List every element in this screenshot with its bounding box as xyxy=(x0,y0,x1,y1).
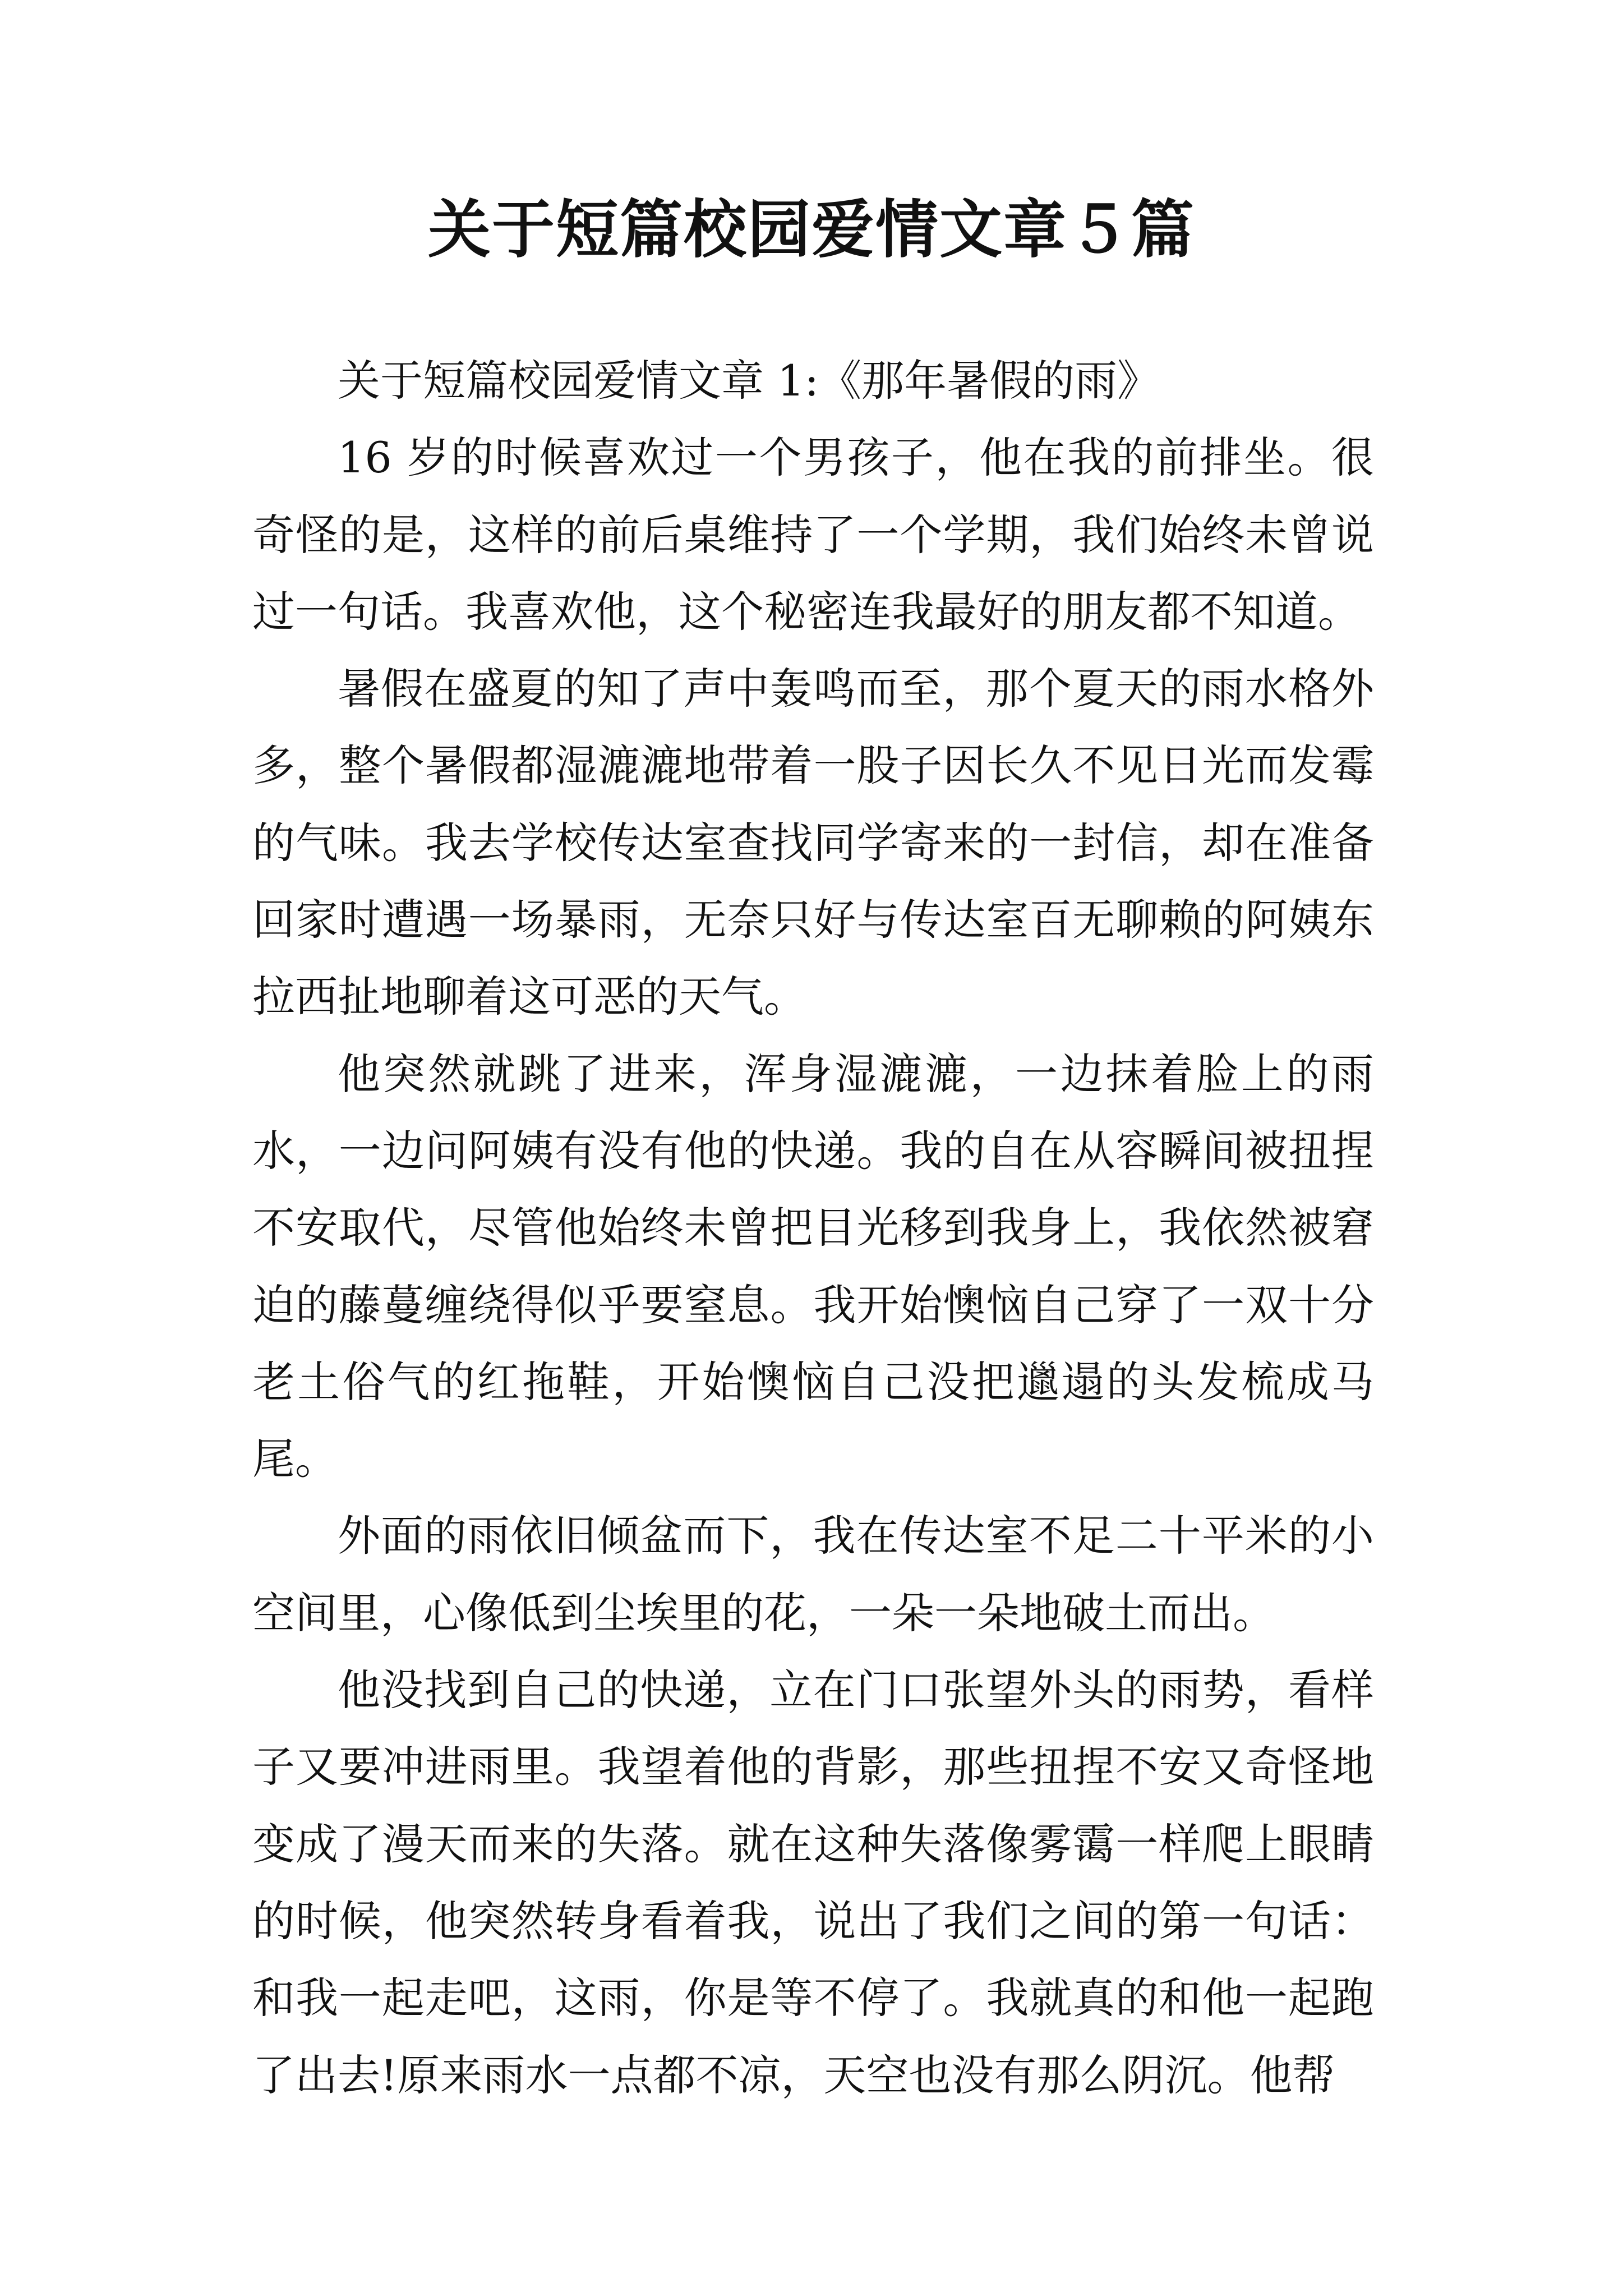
document-title: 关于短篇校园爱情文章５篇 xyxy=(428,193,1195,266)
paragraph: 外面的雨依旧倾盆而下，我在传达室不足二十平米的小空间里，心像低到尘埃里的花，一朵一朵地破土而出。 xyxy=(252,1511,1374,1638)
paragraph: 他突然就跳了进来，浑身湿漉漉，一边抹着脸上的雨水，一边问阿姨有没有他的快递。我的自在从容瞬间被扭捏不安取代，尽管他始终未曾把目光移到我身上，我依然被窘迫的藤蔓缠绕得似乎要窒息。我开始懊恼自己穿了一双十分老土俗气的红拖鞋，开始懊恼自己没把邋遢的头发梳成马尾。 xyxy=(252,1048,1374,1484)
paragraph: 暑假在盛夏的知了声中轰鸣而至，那个夏天的雨水格外多，整个暑假都湿漉漉地带着一股子因长久不见日光而发霉的气味。我去学校传达室查找同学寄来的一封信，却在准备回家时遭遇一场暴雨，无奈只好与传达室百无聊赖的阿姨东拉西扯地聊着这可恶的天气。 xyxy=(252,664,1374,1022)
section-heading: 关于短篇校园爱情文章 1:《那年暑假的雨》 xyxy=(338,356,1160,406)
document-body xyxy=(252,342,1374,2114)
paragraph: 他没找到自己的快递，立在门口张望外头的雨势，看样子又要冲进雨里。我望着他的背影，那些扭捏不安又奇怪地变成了漫天而来的失落。就在这种失落像雾霭一样爬上眼睛的时候，他突然转身看着我，说出了我们之间的第一句话：和我一起走吧，这雨，你是等不停了。我就真的和他一起跑了出去!原来雨水一点都不凉，天空也没有那么阴沉。他帮 xyxy=(252,1665,1374,2100)
paragraph: 16 岁的时候喜欢过一个男孩子，他在我的前排坐。很奇怪的是，这样的前后桌维持了一个学期，我们始终未曾说过一句话。我喜欢他，这个秘密连我最好的朋友都不知道。 xyxy=(252,432,1374,637)
